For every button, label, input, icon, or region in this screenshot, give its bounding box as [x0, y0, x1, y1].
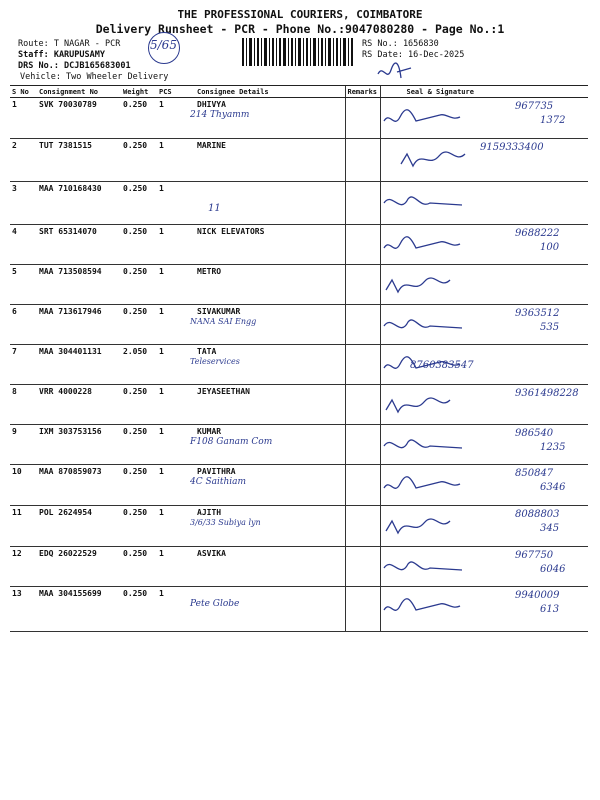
- row-consignee: NICK ELEVATORS: [195, 225, 345, 265]
- runsheet-subtitle: Delivery Runsheet - PCR - Phone No.:9047080280 - Page No.:1: [95, 22, 505, 36]
- row-remarks: [345, 305, 380, 345]
- row-remarks: [345, 139, 380, 182]
- handwritten-note: 3/6/33 Subiya lyn: [190, 518, 261, 527]
- table-row: [10, 345, 588, 385]
- row-sno: 10: [10, 465, 37, 506]
- row-weight: 2.050: [121, 345, 157, 385]
- signature-icon: [380, 470, 470, 500]
- table-row: [10, 465, 588, 506]
- row-consignee: DHIVYA: [195, 98, 345, 139]
- row-pcs: 1: [157, 465, 195, 506]
- handwritten-phone: 9688222: [515, 228, 560, 239]
- row-sno: 3: [10, 182, 37, 225]
- row-consignee: SIVAKUMAR: [195, 305, 345, 345]
- row-sno: 13: [10, 587, 37, 632]
- row-sno: 6: [10, 305, 37, 345]
- row-weight: 0.250: [121, 547, 157, 587]
- signature-icon: [380, 552, 470, 582]
- row-weight: 0.250: [121, 225, 157, 265]
- handwritten-phone: 9940009: [515, 590, 560, 601]
- row-consignment-no: SVK 70030789: [37, 98, 121, 139]
- handwritten-extra: 6046: [540, 564, 566, 575]
- row-weight: 0.250: [121, 465, 157, 506]
- table-row: [10, 425, 588, 465]
- handwritten-phone: 9361498228: [515, 388, 579, 399]
- row-consignment-no: MAA 304155699: [37, 587, 121, 632]
- row-remarks: [345, 98, 380, 139]
- row-consignee: KUMAR: [195, 425, 345, 465]
- row-pcs: 1: [157, 98, 195, 139]
- row-consignee: TATA: [195, 345, 345, 385]
- row-pcs: 1: [157, 425, 195, 465]
- row-pcs: 1: [157, 265, 195, 305]
- handwritten-note: NANA SAI Engg: [190, 317, 257, 326]
- col-remarks: Remarks: [345, 86, 380, 98]
- handwritten-phone: 850847: [515, 468, 554, 479]
- row-consignee: PAVITHRA: [195, 465, 345, 506]
- handwritten-phone: 8760383547: [410, 360, 474, 371]
- col-consignee: Consignee Details: [195, 86, 345, 98]
- row-sno: 12: [10, 547, 37, 587]
- row-pcs: 1: [157, 345, 195, 385]
- row-sno: 2: [10, 139, 37, 182]
- handwritten-extra: 1235: [540, 442, 566, 453]
- row-remarks: [345, 547, 380, 587]
- row-consignment-no: IXM 303753156: [37, 425, 121, 465]
- row-weight: 0.250: [121, 587, 157, 632]
- row-weight: 0.250: [121, 98, 157, 139]
- handwritten-phone: 9159333400: [480, 142, 544, 153]
- row-weight: 0.250: [121, 506, 157, 547]
- route-label: Route: T NAGAR - PCR: [18, 39, 121, 49]
- handwritten-phone: 986540: [515, 428, 554, 439]
- row-pcs: 1: [157, 182, 195, 225]
- handwritten-extra: 1372: [540, 115, 566, 126]
- table-row: [10, 547, 588, 587]
- barcode-icon: [242, 38, 354, 66]
- row-consignee: ASVIKA: [195, 547, 345, 587]
- rs-date: RS Date: 16-Dec-2025: [362, 50, 465, 60]
- row-sno: 1: [10, 98, 37, 139]
- table-row: [10, 265, 588, 305]
- row-sno: 9: [10, 425, 37, 465]
- handwritten-note: Pete Globe: [190, 599, 240, 609]
- handwritten-note: 4C Saithiam: [190, 477, 247, 487]
- row-consignment-no: SRT 65314070: [37, 225, 121, 265]
- row-pcs: 1: [157, 225, 195, 265]
- table-row: [10, 98, 588, 139]
- row-consignee: AJITH: [195, 506, 345, 547]
- staff-label: Staff: KARUPUSAMY: [18, 50, 105, 60]
- rs-number: RS No.: 1656830: [362, 39, 439, 49]
- signature-icon: [380, 270, 470, 300]
- row-consignee: JEYASEETHAN: [195, 385, 345, 425]
- row-weight: 0.250: [121, 265, 157, 305]
- row-sno: 5: [10, 265, 37, 305]
- row-remarks: [345, 265, 380, 305]
- handwritten-extra: 6346: [540, 482, 566, 493]
- col-seal-signature: Seal & Signature: [380, 86, 588, 98]
- table-row: [10, 305, 588, 345]
- row-pcs: 1: [157, 547, 195, 587]
- signature-icon: [380, 230, 470, 260]
- handwritten-extra: 535: [540, 322, 560, 333]
- row-consignment-no: MAA 870859073: [37, 465, 121, 506]
- handwritten-note: F108 Ganam Com: [190, 437, 273, 447]
- row-pcs: 1: [157, 139, 195, 182]
- row-weight: 0.250: [121, 139, 157, 182]
- table-row: [10, 506, 588, 547]
- signature-icon: [380, 511, 470, 541]
- row-consignment-no: TUT 7381515: [37, 139, 121, 182]
- handwritten-note: 214 Thyamm: [190, 110, 250, 120]
- signature-icon: [380, 350, 470, 380]
- table-row: [10, 385, 588, 425]
- handwritten-extra: 345: [540, 523, 560, 534]
- signature-icon: [380, 430, 470, 460]
- row-remarks: [345, 465, 380, 506]
- row-consignment-no: MAA 710168430: [37, 182, 121, 225]
- row-consignment-no: EDQ 26022529: [37, 547, 121, 587]
- handwritten-phone: 967750: [515, 550, 554, 561]
- signature-icon: [380, 103, 470, 133]
- row-pcs: 1: [157, 385, 195, 425]
- row-remarks: [345, 425, 380, 465]
- row-consignment-no: MAA 713617946: [37, 305, 121, 345]
- company-title: THE PROFESSIONAL COURIERS, COIMBATORE: [177, 8, 423, 21]
- col-pcs: PCS: [157, 86, 195, 98]
- row-sno: 8: [10, 385, 37, 425]
- runsheet-table: [10, 85, 588, 632]
- row-remarks: [345, 225, 380, 265]
- signature-icon: [380, 310, 470, 340]
- handwritten-note: 11: [208, 203, 221, 214]
- row-weight: 0.250: [121, 385, 157, 425]
- drs-number: DRS No.: DCJB165683001: [18, 61, 131, 71]
- col-weight: Weight: [121, 86, 157, 98]
- row-sno: 4: [10, 225, 37, 265]
- handwritten-extra: 613: [540, 604, 560, 615]
- row-remarks: [345, 506, 380, 547]
- table-row: [10, 587, 588, 632]
- table-header-row: [10, 86, 588, 98]
- row-pcs: 1: [157, 305, 195, 345]
- row-consignee: METRO: [195, 265, 345, 305]
- signature-icon: [380, 592, 470, 622]
- row-remarks: [345, 385, 380, 425]
- row-consignment-no: VRR 4000228: [37, 385, 121, 425]
- handwritten-phone: 8088803: [515, 509, 560, 520]
- row-weight: 0.250: [121, 182, 157, 225]
- row-consignee: [195, 587, 345, 632]
- row-consignee: MARINE: [195, 139, 345, 182]
- handwritten-phone: 967735: [515, 101, 554, 112]
- row-sno: 7: [10, 345, 37, 385]
- row-weight: 0.250: [121, 305, 157, 345]
- handwritten-extra: 100: [540, 242, 560, 253]
- handwritten-phone: 9363512: [515, 308, 560, 319]
- row-pcs: 1: [157, 587, 195, 632]
- row-sno: 11: [10, 506, 37, 547]
- row-remarks: [345, 587, 380, 632]
- signature-icon: [380, 390, 470, 420]
- row-consignment-no: POL 2624954: [37, 506, 121, 547]
- table-row: [10, 182, 588, 225]
- table-row: [10, 225, 588, 265]
- row-pcs: 1: [157, 506, 195, 547]
- col-consignment: Consignment No: [37, 86, 121, 98]
- header-signature-icon: [375, 60, 415, 86]
- row-remarks: [345, 345, 380, 385]
- row-remarks: [345, 182, 380, 225]
- handwritten-note: Teleservices: [190, 357, 240, 366]
- row-weight: 0.250: [121, 425, 157, 465]
- handwritten-count: 5/65: [150, 38, 177, 52]
- signature-icon: [395, 144, 485, 174]
- signature-icon: [380, 187, 470, 217]
- row-consignment-no: MAA 713508594: [37, 265, 121, 305]
- row-consignment-no: MAA 304401131: [37, 345, 121, 385]
- col-sno: S No: [10, 86, 37, 98]
- vehicle-label: Vehicle: Two Wheeler Delivery: [20, 72, 169, 82]
